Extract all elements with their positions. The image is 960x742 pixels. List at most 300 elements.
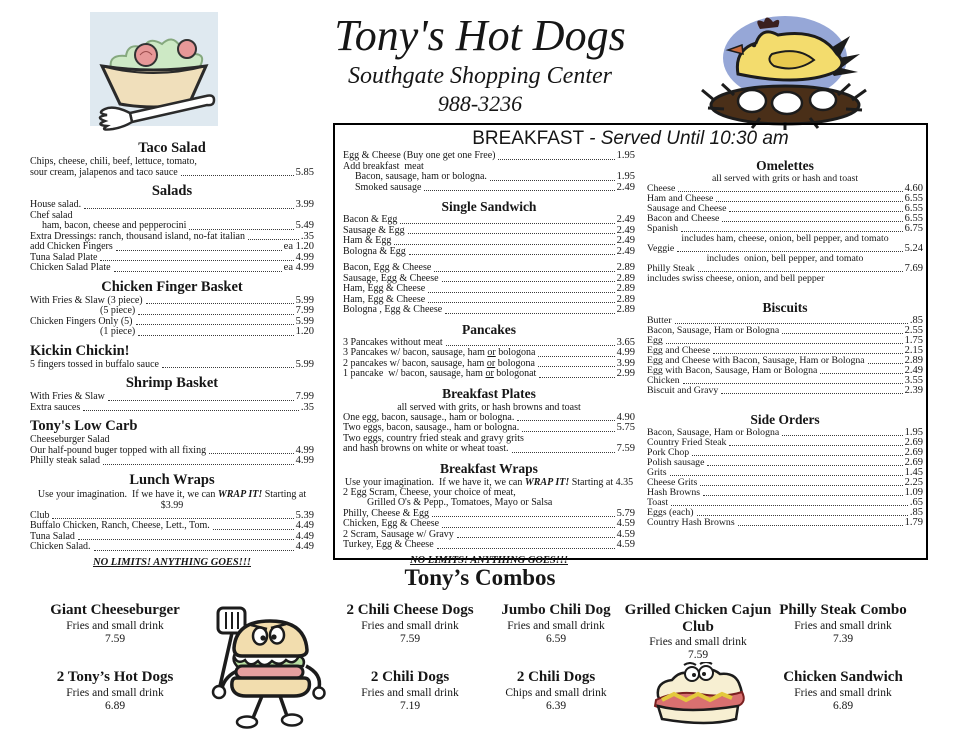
combo-description: Fries and small drink: [794, 619, 892, 632]
menu-section: [30, 344, 314, 371]
item-price: 4.49: [295, 520, 314, 531]
combo-item: [476, 602, 636, 646]
menu-item: [343, 540, 635, 551]
item-name: Turkey, Egg & Cheese: [343, 539, 434, 550]
item-price: 4.99: [295, 251, 314, 263]
item-price: 7.99: [295, 391, 314, 402]
item-price: 2.39: [904, 385, 923, 396]
menu-item: [647, 488, 923, 498]
item-name: Our half-pound buger topped with all fixing: [30, 444, 207, 456]
item-name: 2 pancakes w/ bacon, sausage, ham or bologona: [343, 357, 535, 369]
item-name: Philly Steak: [647, 263, 695, 274]
item-name: 3 Pancakes without meat: [343, 336, 443, 348]
dotted-leader: [446, 345, 615, 346]
item-price: ea 4.99: [283, 262, 314, 273]
menu-item: [343, 247, 635, 258]
menu-item: [343, 284, 635, 295]
combo-description: Fries and small drink: [794, 686, 892, 699]
combo-price: 7.19: [399, 699, 421, 712]
menu-item: [647, 366, 923, 376]
item-price: 7.69: [904, 263, 923, 274]
item-name: Grilled O's & Pepp., Tomatoes, Mayo or Salsa: [367, 497, 553, 508]
section-title: Salads: [151, 183, 193, 199]
dotted-leader: [683, 383, 903, 384]
menu-item: [343, 423, 635, 434]
combo-price: 7.59: [399, 632, 421, 645]
egg: [738, 90, 766, 112]
dotted-leader: [729, 211, 902, 212]
section-title: Taco Salad: [138, 140, 206, 156]
dotted-leader: [490, 180, 615, 181]
dotted-leader: [692, 455, 902, 456]
item-name: One egg, bacon, sausage., ham or bologna.: [343, 411, 515, 423]
item-name: Cheese: [647, 183, 676, 194]
menu-item-line: [30, 157, 314, 168]
item-price: 4.99: [616, 347, 635, 358]
section-title: Breakfast Plates: [442, 385, 536, 401]
dotted-leader: [136, 324, 294, 325]
item-price: 2.89: [904, 355, 923, 366]
item-name: Tuna Salad Plate: [30, 251, 98, 263]
item-price: 1.75: [904, 335, 923, 346]
section-note: [30, 489, 314, 511]
menu-item: [30, 542, 314, 553]
combo-item: [30, 602, 200, 646]
menu-item: [30, 200, 314, 211]
menu-section: [30, 473, 314, 569]
dotted-leader: [700, 485, 902, 486]
item-name: Toast: [647, 497, 669, 508]
item-price: 2.49: [616, 245, 635, 257]
breakfast-right: [647, 155, 923, 544]
combo-item: [330, 669, 490, 713]
dotted-leader: [103, 464, 294, 465]
item-name: Chips, cheese, chili, beef, lettuce, tomato,: [30, 156, 197, 167]
item-name: and hash browns on white or wheat toast.: [343, 443, 509, 454]
menu-section: [343, 151, 635, 193]
item-price: 5.99: [295, 358, 314, 370]
menu-section: [647, 412, 923, 528]
note-text: Starting at $3.99: [160, 488, 309, 511]
dotted-leader: [78, 539, 294, 540]
menu-item: [30, 360, 314, 371]
combo-price: 7.59: [687, 649, 709, 661]
dotted-leader: [738, 525, 903, 526]
tomato-icon: [135, 44, 157, 66]
item-price: 1.95: [904, 427, 923, 438]
item-name: Chicken, Egg & Cheese: [343, 518, 440, 529]
item-name: Bacon, Egg & Cheese: [343, 262, 432, 273]
no-limits-note: NO LIMITS! ANYTHING GOES!!!: [92, 556, 251, 568]
dotted-leader: [138, 314, 293, 315]
item-name: Butter: [647, 315, 672, 326]
combo-price: 6.89: [832, 699, 854, 712]
combo-name: 2 Chili Dogs: [370, 669, 450, 685]
item-name: Extra Dressings: ranch, thousand island, no-fat italian: [30, 230, 245, 242]
section-title: Breakfast Wraps: [440, 460, 538, 476]
item-price: 2.89: [616, 293, 635, 305]
dotted-leader: [522, 431, 614, 432]
menu-item: [343, 369, 635, 380]
item-price: 2.49: [616, 224, 635, 236]
dotted-leader: [428, 302, 614, 303]
combo-description: Fries and small drink: [66, 686, 164, 699]
header: [230, 12, 730, 116]
menu-item: [343, 151, 635, 162]
item-price: 2.89: [616, 272, 635, 284]
dotted-leader: [512, 452, 615, 453]
dotted-leader: [83, 410, 299, 411]
menu-item: [30, 317, 314, 328]
note-text: all served with grits or hash and toast: [711, 173, 859, 184]
item-price: 6.55: [904, 193, 923, 204]
menu-item: [647, 386, 923, 396]
combo-price: 7.39: [832, 632, 854, 645]
item-price: .85: [909, 315, 923, 326]
item-price: 5.24: [904, 243, 923, 254]
section-title: Kickin Chickin!: [30, 342, 130, 359]
menu-item: [343, 263, 635, 274]
menu-item: [30, 306, 314, 317]
item-price: 1.09: [904, 487, 923, 498]
menu-item: [343, 172, 635, 183]
item-name: Chicken Fingers Only (5): [30, 315, 133, 327]
note-text: all served with grits, or hash browns and toast: [397, 401, 581, 413]
item-price: 2.89: [616, 262, 635, 273]
dotted-leader: [538, 366, 615, 367]
dotted-leader: [678, 191, 902, 192]
dotted-leader: [162, 367, 294, 368]
combo-name: 2 Chili Cheese Dogs: [346, 602, 474, 618]
item-name: Club: [30, 509, 50, 521]
menu-section: [343, 386, 635, 455]
menu-section: [30, 141, 314, 178]
dotted-leader: [84, 208, 294, 209]
dotted-leader: [434, 271, 614, 272]
item-name: Biscuit and Gravy: [647, 385, 719, 396]
item-price: 2.69: [904, 457, 923, 468]
item-name: 3 Pancakes w/ bacon, sausage, ham or bologona: [343, 347, 536, 358]
item-name: Ham and Cheese: [647, 193, 714, 204]
section-title: Shrimp Basket: [125, 375, 219, 391]
item-name: Cheeseburger Salad: [30, 434, 110, 445]
dotted-leader: [457, 537, 615, 538]
eyebrows: [684, 662, 712, 665]
menu-item: [30, 327, 314, 338]
egg: [772, 92, 802, 114]
menu-section: [647, 158, 923, 284]
menu-item: [343, 215, 635, 226]
item-name: sour cream, jalapenos and taco sauce: [30, 166, 178, 178]
item-name: Sausage & Egg: [343, 224, 405, 236]
dotted-leader: [213, 529, 294, 530]
item-name: Ham & Egg: [343, 235, 392, 246]
item-price: 4.59: [616, 539, 635, 550]
dotted-leader: [722, 221, 902, 222]
dotted-leader: [94, 550, 294, 551]
item-name: Add breakfast meat: [343, 160, 424, 172]
restaurant-phone: 988-3236: [437, 91, 523, 116]
dotted-leader: [400, 223, 614, 224]
dotted-leader: [729, 445, 902, 446]
note-text: includes ham, cheese, onion, bell pepper, and tomato: [681, 233, 889, 244]
menu-item: [30, 296, 314, 307]
section-note: [647, 234, 923, 244]
item-name: Buffalo Chicken, Ranch, Cheese, Lett., Tom.: [30, 520, 210, 531]
item-name: Chicken: [647, 375, 680, 386]
item-price: 5.79: [616, 507, 635, 519]
item-name: (1 piece): [100, 326, 136, 337]
dotted-leader: [498, 159, 614, 160]
menu-item: [343, 236, 635, 247]
menu-item-line: [343, 498, 635, 509]
dotted-leader: [671, 505, 908, 506]
item-price: 2.89: [616, 304, 635, 315]
item-price: 6.55: [904, 213, 923, 224]
dotted-leader: [782, 333, 902, 334]
combo-name: Philly Steak Combo: [779, 602, 907, 618]
combo-price: 7.59: [104, 632, 126, 645]
menu-item: [30, 403, 314, 414]
item-name: Ham, Egg & Cheese: [343, 293, 426, 305]
burger-character-illustration: [182, 604, 334, 736]
restaurant-location: Southgate Shopping Center: [348, 63, 612, 89]
item-price: 2.49: [616, 181, 635, 193]
item-name: Ham, Egg & Cheese: [343, 283, 426, 294]
item-name: Bacon, sausage, ham or bologna.: [355, 171, 487, 182]
left-hand: [213, 686, 225, 698]
combo-name: Jumbo Chili Dog: [501, 602, 611, 618]
dotted-leader: [189, 229, 293, 230]
item-price: 7.99: [295, 305, 314, 316]
item-name: Hash Browns: [647, 487, 701, 498]
dotted-leader: [681, 231, 903, 232]
dotted-leader: [707, 465, 902, 466]
item-name: House salad.: [30, 199, 82, 210]
left-menu: [30, 141, 314, 575]
section-title: Side Orders: [750, 412, 820, 427]
combo-name: Grilled Chicken Cajun Club: [624, 602, 772, 635]
dotted-leader: [437, 548, 615, 549]
combo-description: Fries and small drink: [361, 686, 459, 699]
eye: [253, 628, 267, 645]
item-name: Egg: [647, 335, 663, 346]
dotted-leader: [721, 393, 902, 394]
patty-layer: [236, 666, 303, 678]
dotted-leader: [670, 475, 903, 476]
item-name: Philly, Cheese & Egg: [343, 507, 430, 519]
section-title: Chicken Finger Basket: [101, 278, 243, 295]
item-price: 3.65: [616, 336, 635, 348]
item-name: Chicken Salad.: [30, 541, 91, 552]
item-name: Veggie: [647, 243, 675, 254]
dotted-leader: [666, 343, 903, 344]
item-price: 2.69: [904, 437, 923, 448]
item-price: 2.49: [904, 365, 923, 376]
note-text: Starting at 4.35: [569, 476, 634, 488]
combo-item: [762, 602, 924, 646]
dotted-leader: [697, 515, 908, 516]
item-name: Cheese Grits: [647, 477, 698, 488]
item-price: 4.49: [295, 541, 314, 552]
combos-title: Tony’s Combos: [404, 565, 556, 590]
combo-name: Chicken Sandwich: [783, 669, 903, 685]
dotted-leader: [209, 453, 294, 454]
dotted-leader: [114, 271, 282, 272]
menu-section: [647, 300, 923, 396]
combo-description: Fries and small drink: [66, 619, 164, 632]
combo-description: Fries and small drink: [361, 619, 459, 632]
menu-section: [343, 461, 635, 567]
dotted-leader: [424, 190, 614, 191]
combo-item: [330, 602, 490, 646]
section-note: [647, 174, 923, 184]
item-price: 5.85: [295, 166, 314, 178]
dotted-leader: [703, 495, 903, 496]
item-name: Bacon, Sausage, Ham or Bologna: [647, 325, 780, 336]
foot: [237, 717, 257, 728]
menu-item-line: [30, 435, 314, 446]
item-price: 1.45: [904, 467, 923, 478]
item-price: 1.79: [904, 517, 923, 528]
item-price: 4.59: [616, 518, 635, 529]
item-name: With Fries & Slaw: [30, 391, 105, 402]
menu-section: [30, 376, 314, 413]
salad-bowl-illustration: [82, 10, 226, 136]
item-name: (5 piece): [100, 305, 136, 316]
menu-item: [30, 392, 314, 403]
dotted-leader: [868, 363, 903, 364]
item-price: .85: [909, 507, 923, 518]
menu-item: [343, 519, 635, 530]
item-name: Extra sauces: [30, 401, 81, 413]
dotted-leader: [146, 303, 294, 304]
note-text: Use your imagination. If we have it, we can: [344, 476, 525, 488]
dotted-leader: [782, 435, 902, 436]
dotted-leader: [517, 420, 614, 421]
item-price: 2.25: [904, 477, 923, 488]
combo-item: [476, 669, 636, 713]
note-text: includes onion, bell pepper, and tomato: [706, 253, 864, 264]
menu-section: [30, 184, 314, 274]
dotted-leader: [116, 250, 282, 251]
item-name: Eggs (each): [647, 507, 694, 518]
breakfast-left: [343, 151, 635, 573]
bottom-bun: [232, 678, 310, 696]
item-name: Bologna , Egg & Cheese: [343, 304, 443, 315]
item-price: 4.59: [616, 528, 635, 540]
breakfast-header: [335, 125, 926, 150]
dotted-leader: [432, 516, 615, 517]
item-name: add Chicken Fingers: [30, 241, 113, 252]
item-name: Smoked sausage: [355, 181, 422, 193]
combo-description: Chips and small drink: [505, 686, 607, 699]
dotted-leader: [52, 518, 293, 519]
dotted-leader: [698, 271, 903, 272]
item-price: 4.99: [295, 444, 314, 456]
item-price: 2.69: [904, 447, 923, 458]
item-price: 5.99: [295, 294, 314, 306]
section-note: [343, 477, 635, 488]
item-price: 2.49: [616, 235, 635, 246]
combo-name: 2 Tony’s Hot Dogs: [56, 669, 174, 685]
section-title: Single Sandwich: [441, 199, 537, 214]
item-name: Spanish: [647, 223, 679, 234]
item-name: Sausage, Egg & Cheese: [343, 272, 439, 284]
item-name: Philly steak salad: [30, 455, 100, 466]
combo-description: Fries and small drink: [507, 619, 605, 632]
item-price: .65: [909, 497, 923, 508]
item-name: With Fries & Slaw (3 piece): [30, 294, 143, 306]
item-price: 6.55: [904, 203, 923, 214]
item-name: Tuna Salad: [30, 530, 75, 542]
eye: [270, 627, 284, 644]
dotted-leader: [409, 254, 615, 255]
item-name: Country Hash Browns: [647, 517, 735, 528]
no-limits-note: NO LIMITS! ANYTHING GOES!!!: [409, 554, 568, 566]
dotted-leader: [394, 244, 614, 245]
dotted-leader: [538, 356, 614, 357]
item-price: 1.95: [616, 150, 635, 161]
item-price: .35: [300, 401, 314, 413]
menu-item-line: [647, 274, 923, 284]
hot-dog-illustration: [648, 662, 752, 728]
item-name: Country Fried Steak: [647, 437, 727, 448]
item-name: Bacon, Sausage, Ham or Bologna: [647, 427, 780, 438]
menu-item: [343, 444, 635, 455]
item-price: 2.99: [616, 368, 635, 379]
item-name: 2 Scram, Sausage w/ Gravy: [343, 528, 454, 540]
item-price: 1.20: [295, 326, 314, 337]
item-name: Sausage and Cheese: [647, 203, 727, 214]
legs: [253, 696, 287, 718]
right-hand: [314, 688, 325, 699]
menu-section: [343, 199, 635, 316]
item-name: Two eggs, country fried steak and gravy grits: [343, 432, 524, 444]
item-name: Bologna & Egg: [343, 245, 406, 257]
dotted-leader: [445, 313, 614, 314]
item-name: Egg with Bacon, Sausage, Ham or Bologna: [647, 365, 818, 376]
item-name: includes swiss cheese, onion, and bell pepper: [647, 273, 825, 284]
item-name: Bacon and Cheese: [647, 213, 720, 224]
eye: [699, 666, 713, 680]
item-price: 2.55: [904, 325, 923, 336]
section-title: Pancakes: [462, 321, 516, 337]
combo-item: [618, 602, 778, 662]
item-name: Pork Chop: [647, 447, 690, 458]
section-note: [343, 402, 635, 413]
item-price: 6.75: [904, 223, 923, 234]
menu-item: [647, 326, 923, 336]
item-name: Two eggs, bacon, sausage., ham or bologna.: [343, 422, 520, 433]
dotted-leader: [716, 201, 902, 202]
item-price: 4.99: [295, 455, 314, 466]
item-price: 1.95: [616, 171, 635, 182]
item-price: 3.55: [904, 375, 923, 386]
item-price: 3.99: [616, 357, 635, 369]
menu-item: [30, 168, 314, 179]
section-title: Omelettes: [756, 158, 814, 173]
dotted-leader: [675, 323, 908, 324]
hen-eye: [752, 43, 757, 48]
section-title: Tony's Low Carb: [30, 418, 138, 434]
combo-price: 6.59: [545, 632, 567, 645]
eye: [685, 667, 699, 681]
menu-section: [30, 280, 314, 338]
dotted-leader: [181, 175, 294, 176]
dotted-leader: [442, 527, 615, 528]
item-name: Chef salad: [30, 209, 73, 221]
